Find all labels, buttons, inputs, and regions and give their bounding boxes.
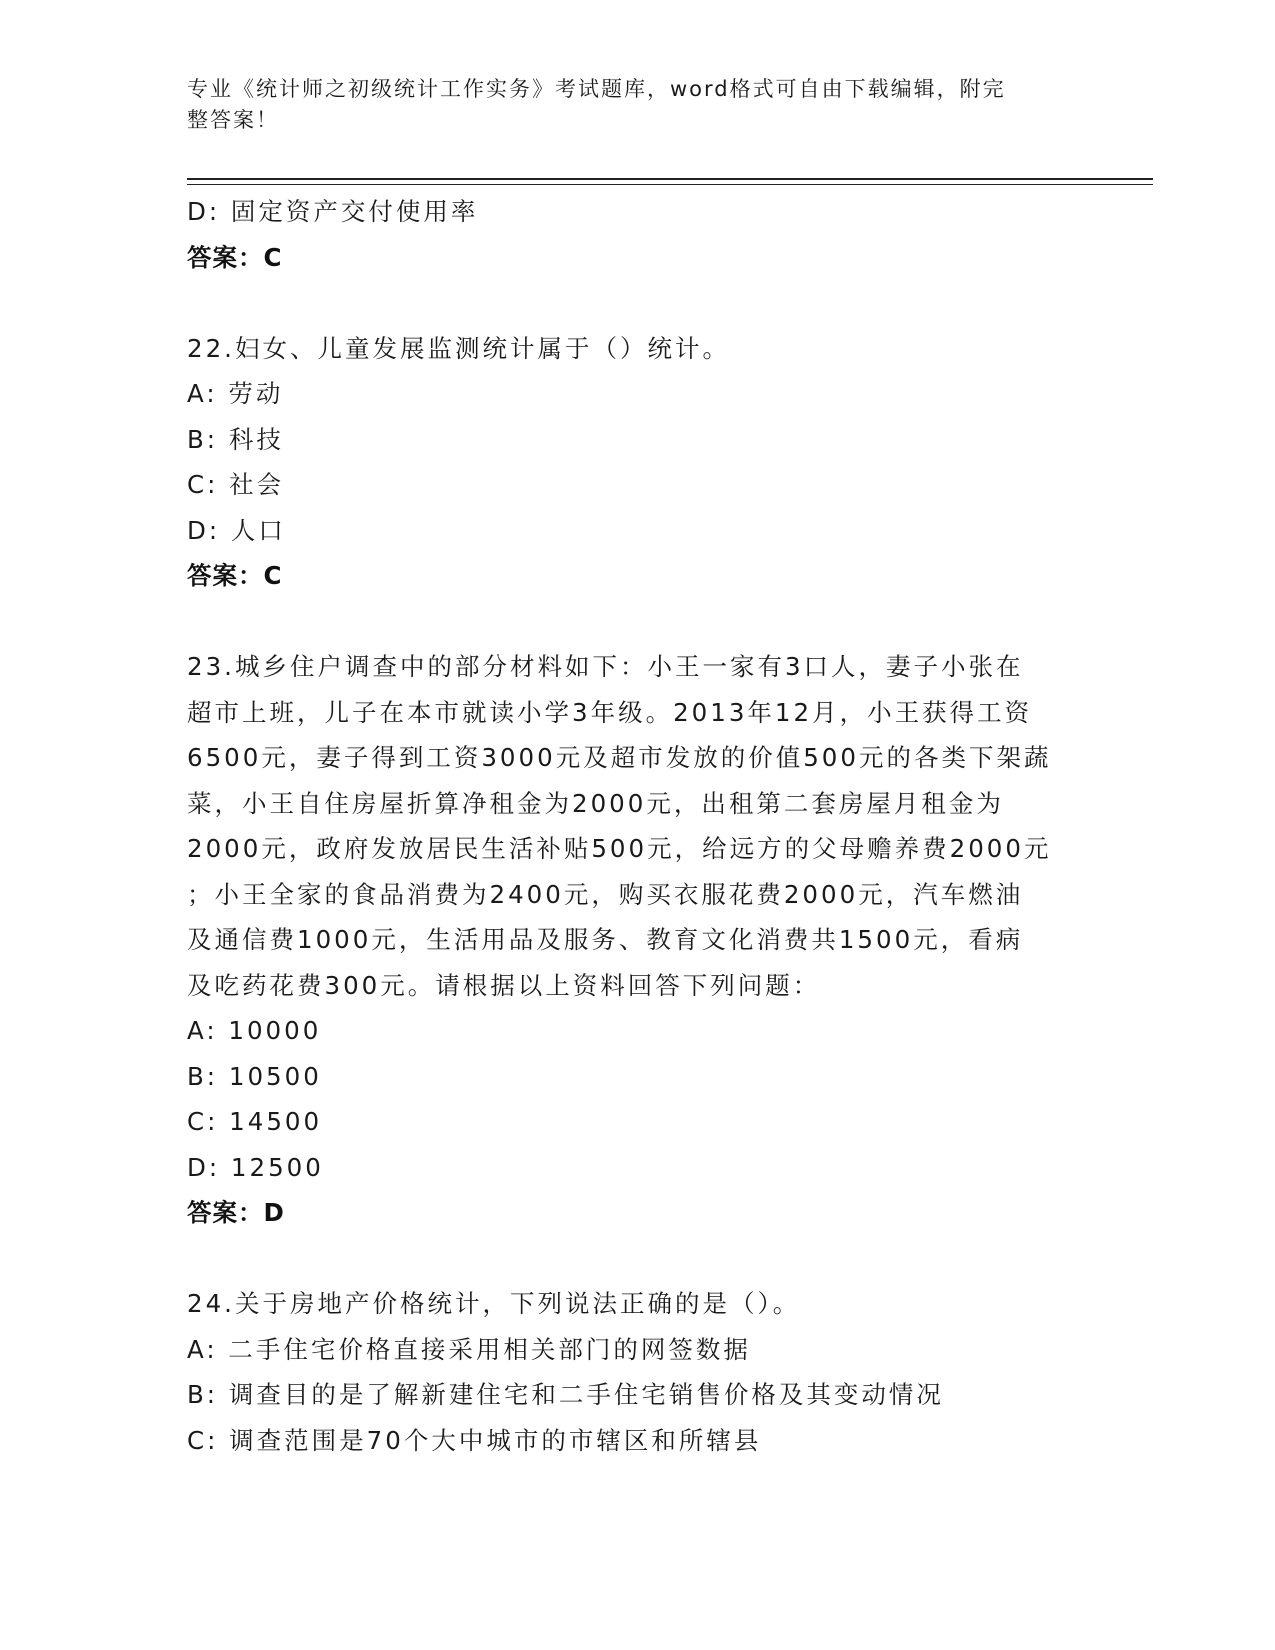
q23-stem-line: 及吃药花费300元。请根据以上资料回答下列问题： <box>187 970 821 1000</box>
spacer <box>187 599 1087 645</box>
q22-stem: 22.妇女、儿童发展监测统计属于（）统计。 <box>187 333 730 363</box>
q23-stem-line: 6500元，妻子得到工资3000元及超市发放的价值500元的各类下架蔬 <box>187 743 1052 772</box>
q23-stem-line: 23.城乡住户调查中的部分材料如下：小王一家有3口人，妻子小张在 <box>187 652 1024 681</box>
q22-option-a: A: 劳动 <box>187 379 284 408</box>
question-content <box>187 189 1087 1463</box>
q23-answer: 答案：D <box>187 1198 285 1227</box>
header-line-1: 专业《统计师之初级统计工作实务》考试题库，word格式可自由下载编辑，附完 <box>187 77 1006 101</box>
q24-option-a: A: 二手住宅价格直接采用相关部门的网签数据 <box>187 1334 751 1364</box>
header-divider-thick <box>187 178 1153 180</box>
header-line-2: 整答案！ <box>187 108 279 132</box>
header-divider-thin <box>187 184 1153 185</box>
q23-stem-line: ；小王全家的食品消费为2400元，购买衣服花费2000元，汽车燃油 <box>187 879 1024 909</box>
q23-option-d: D: 12500 <box>187 1152 324 1182</box>
q23-stem-line: 及通信费1000元，生活用品及服务、教育文化消费共1500元，看病 <box>187 925 1024 954</box>
q22-option-d: D: 人口 <box>187 515 286 545</box>
q23-stem-line: 菜，小王自住房屋折算净租金为2000元，出租第二套房屋月租金为 <box>187 788 1004 818</box>
q23-option-a: A: 10000 <box>187 1016 322 1045</box>
q24-option-b: B: 调查目的是了解新建住宅和二手住宅销售价格及其变动情况 <box>187 1380 944 1409</box>
q23-option-c: C: 14500 <box>187 1107 323 1136</box>
q22-option-c: C: 社会 <box>187 470 285 499</box>
q23-stem <box>187 644 1087 1008</box>
q21-option-d: D: 固定资产交付使用率 <box>187 197 479 226</box>
spacer <box>187 1236 1087 1282</box>
q23-stem-line: 2000元，政府发放居民生活补贴500元，给远方的父母赡养费2000元 <box>187 834 1052 863</box>
q24-option-c: C: 调查范围是70个大中城市的市辖区和所辖县 <box>187 1425 762 1455</box>
document-header <box>187 74 1067 136</box>
q23-option-b: B: 10500 <box>187 1061 322 1091</box>
spacer <box>187 280 1087 326</box>
q21-answer: 答案：C <box>187 242 283 272</box>
q24-stem: 24.关于房地产价格统计，下列说法正确的是（）。 <box>187 1289 801 1318</box>
q23-stem-line: 超市上班，儿子在本市就读小学3年级。2013年12月，小王获得工资 <box>187 697 1033 727</box>
q22-answer: 答案：C <box>187 561 283 590</box>
q22-option-b: B: 科技 <box>187 424 284 454</box>
